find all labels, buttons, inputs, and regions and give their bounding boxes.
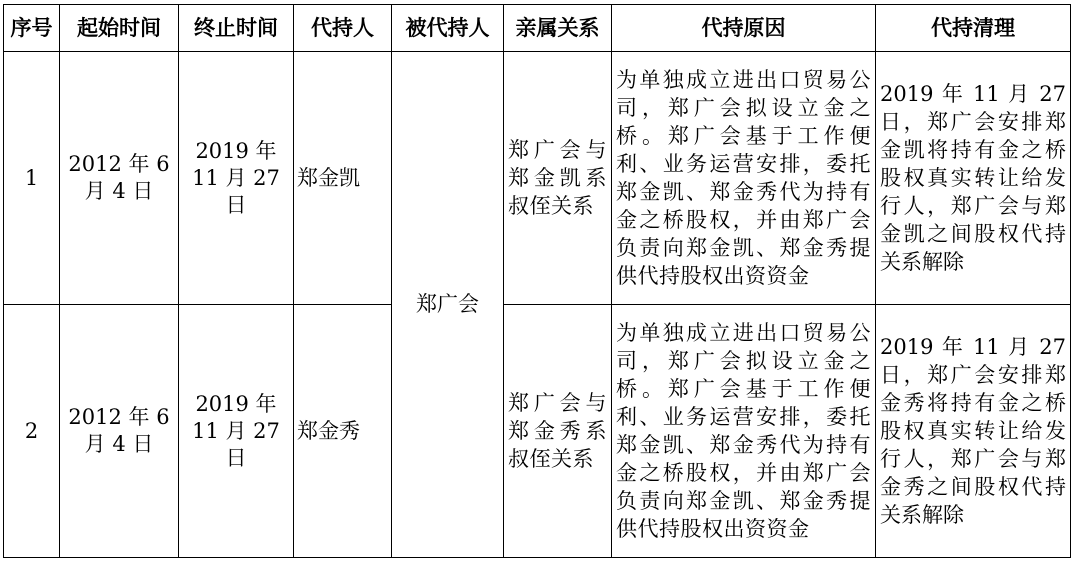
- header-cleanup: 代持清理: [876, 5, 1071, 52]
- table-row: [4, 305, 1071, 558]
- header-beneficiary: 被代持人: [392, 5, 504, 52]
- cell-end-time: 2019 年 11 月 27 日: [179, 305, 294, 558]
- cell-reason: 为单独成立进出口贸易公司，郑广会拟设立金之桥。郑广会基于工作便利、业务运营安排，委托郑金凯、郑金秀代为持有金之桥股权，并由郑广会负责向郑金凯、郑金秀提供代持股权出资资金: [612, 305, 876, 558]
- cell-cleanup: 2019 年 11 月 27 日，郑广会安排郑金凯将持有金之桥股权真实转让给发行人，郑广会与郑金凯之间股权代持关系解除: [876, 52, 1071, 305]
- share-holding-table: [3, 4, 1071, 558]
- cell-holder: 郑金凯: [294, 52, 392, 305]
- header-reason: 代持原因: [612, 5, 876, 52]
- table-row: [4, 52, 1071, 305]
- cell-relation: 郑广会与郑金秀系叔侄关系: [504, 305, 612, 558]
- cell-no: 1: [4, 52, 60, 305]
- header-end-time: 终止时间: [179, 5, 294, 52]
- cell-cleanup: 2019 年 11 月 27 日，郑广会安排郑金秀将持有金之桥股权真实转让给发行人，郑广会与郑金秀之间股权代持关系解除: [876, 305, 1071, 558]
- header-start-time: 起始时间: [60, 5, 179, 52]
- cell-relation: 郑广会与郑金凯系叔侄关系: [504, 52, 612, 305]
- cell-start-time: 2012 年 6 月 4 日: [60, 305, 179, 558]
- cell-holder: 郑金秀: [294, 305, 392, 558]
- header-row: [4, 5, 1071, 52]
- header-relation: 亲属关系: [504, 5, 612, 52]
- cell-start-time: 2012 年 6 月 4 日: [60, 52, 179, 305]
- header-holder: 代持人: [294, 5, 392, 52]
- header-no: 序号: [4, 5, 60, 52]
- cell-reason: 为单独成立进出口贸易公司，郑广会拟设立金之桥。郑广会基于工作便利、业务运营安排，委托郑金凯、郑金秀代为持有金之桥股权，并由郑广会负责向郑金凯、郑金秀提供代持股权出资资金: [612, 52, 876, 305]
- cell-no: 2: [4, 305, 60, 558]
- cell-end-time: 2019 年 11 月 27 日: [179, 52, 294, 305]
- cell-beneficiary: 郑广会: [392, 52, 504, 558]
